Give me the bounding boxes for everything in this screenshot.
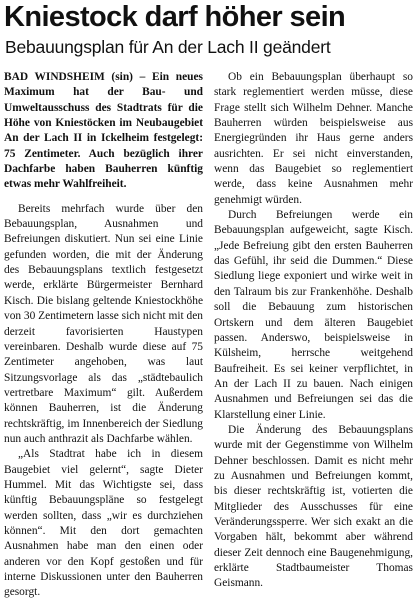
column-right: [214, 70, 413, 601]
subheadline: Bebauungsplan für An der Lach II geändert: [5, 37, 331, 57]
body-paragraph-1: Bereits mehrfach wurde über den Bebauungsplan, Ausnahmen und Befreiungen diskutiert. Nun sei eine Linie gefunden worden, die mit der Änderung des Bebauungsplans textlich festgesetzt werde, erklärte Bürgermeister Bernhard Kisch. Die bislang geltende Kniestockhöhe von 30 Zentimetern lasse sich nicht mit den derzeit favorisierten Haustypen vereinbaren. Deshalb wurde diese auf 75 Zentimeter angehoben, was laut Sitzungsvorlage als das „städtebaulich vertretbare Maximum“ gilt. Außerdem können Bauherren, ist die Änderung rechtskräftig, im Innenbereich der Siedlung nun auch anthrazit als Dachfarbe wählen.: [4, 202, 203, 445]
body-paragraph-5: Die Änderung des Bebauungsplans wurde mit der Gegenstimme von Wilhelm Dehner beschlossen. Damit es nicht mehr zu Ausnahmen und Befreiungen kommt, bis dieser rechtskräftig ist, votierten die Mitglieder des Ausschusses für eine Veränderungssperre. Wer sich exakt an die Vorgaben hält, bekommt aber während dieser Zeit dennoch eine Baugenehmigung, erklärte Stadtbaumeister Thomas Geismann.: [214, 423, 413, 590]
lead-paragraph: [4, 70, 203, 193]
headline: Kniestock darf höher sein: [4, 1, 346, 33]
article-body: [4, 70, 413, 601]
column-left: [4, 70, 203, 601]
lead-text: Ein neues Maximum hat der Bau- und Umweltausschuss des Stadtrats für die Höhe von Kniestöcken im Neubaugebiet An der Lach II in Ickelheim festgelegt: 75 Zentimeter. Auch bezüglich ihrer Dachfarbe haben Bauherren künftig etwas mehr Wahlfreiheit.: [4, 71, 203, 191]
dateline: BAD WINDSHEIM (sin) –: [4, 71, 146, 83]
body-paragraph-4: Durch Befreiungen werde ein Bebauungsplan aufgeweicht, sagte Kisch. „Jede Befreiung gibt den ersten Bauherren das Gefühl, ihr seid die Dummen.“ Diese Siedlung liege exponiert und wirke weit in den Talraum bis zur Frankenhöhe. Deshalb soll die Bebauung zum historischen Ortskern und dem älteren Baugebiet passen. Anderswo, beispielsweise in Külsheim, herrsche weitgehend Baufreiheit. Es sei keiner verpflichtet, in An der Lach II zu bauen. Nach einigen Ausnahmen und Befreiungen sei das die Klarstellung einer Linie.: [214, 209, 413, 421]
article-clipping: [0, 1, 417, 599]
body-paragraph-3: Ob ein Bebauungsplan überhaupt so stark reglementiert werden müsse, diese Frage stellt sich Wilhelm Dehner. Manche Bauherren würden beispielsweise aus Energiegründen ihr Haus gerne anders ausrichten. Er sei nicht einverstanden, wenn das Baugebiet so reglementiert werde, dass keine Ausnahmen mehr genehmigt würden.: [214, 71, 413, 206]
body-paragraph-2: „Als Stadtrat habe ich in diesem Baugebiet viel gelernt“, sagte Dieter Hummel. Mit das Wichtigste sei, dass künftig Bebauungspläne so festgelegt werden sollten, dass „wir es durchziehen können“. Mit den dort gemachten Ausnahmen habe man den einen oder anderen vor den Kopf gestoßen und für interne Diskussionen unter den Bauherren gesorgt.: [4, 448, 203, 599]
